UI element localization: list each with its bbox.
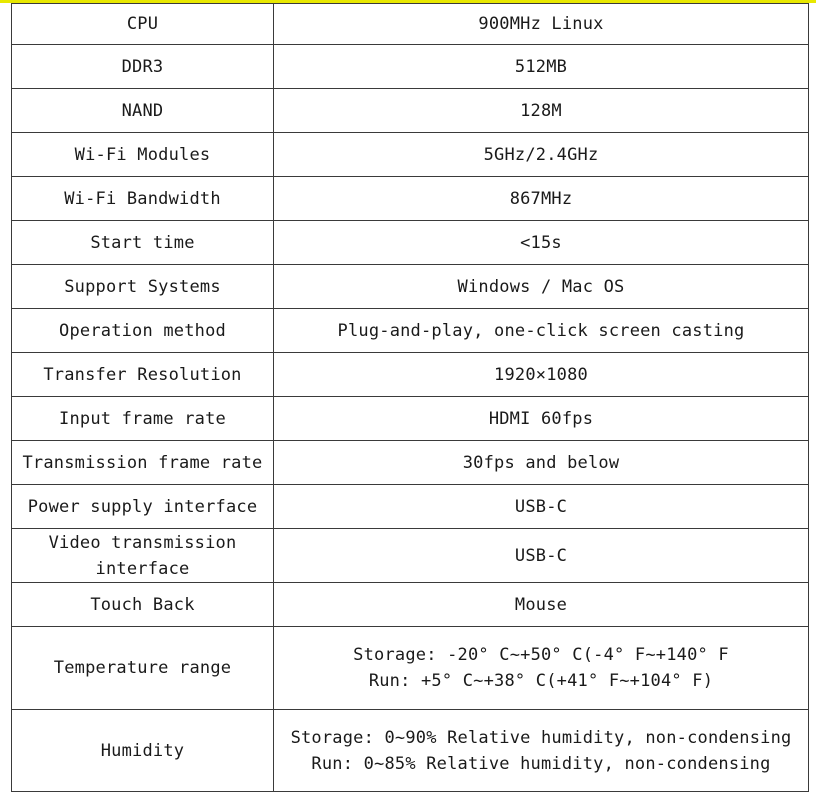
spec-label: Operation method bbox=[12, 309, 274, 353]
spec-label: DDR3 bbox=[12, 45, 274, 89]
spec-row-transfer-resolution bbox=[12, 353, 809, 397]
spec-row-support-systems bbox=[12, 265, 809, 309]
spec-label: NAND bbox=[12, 89, 274, 133]
specifications-table bbox=[11, 3, 809, 792]
spec-row-cpu bbox=[12, 4, 809, 45]
spec-value: 30fps and below bbox=[274, 441, 809, 485]
spec-row-temperature-range bbox=[12, 627, 809, 710]
spec-value: 128M bbox=[274, 89, 809, 133]
spec-row-touch-back bbox=[12, 583, 809, 627]
spec-value-cell bbox=[274, 627, 809, 710]
spec-label: Humidity bbox=[12, 710, 274, 792]
spec-label: Start time bbox=[12, 221, 274, 265]
spec-value-line-storage: Storage: -20° C~+50° C(-4° F~+140° F bbox=[353, 645, 729, 665]
spec-row-transmission-frame-rate bbox=[12, 441, 809, 485]
spec-label: Transmission frame rate bbox=[12, 441, 274, 485]
spec-row-input-frame-rate bbox=[12, 397, 809, 441]
spec-value: 1920×1080 bbox=[274, 353, 809, 397]
spec-label: Input frame rate bbox=[12, 397, 274, 441]
spec-label: Touch Back bbox=[12, 583, 274, 627]
spec-label: Wi-Fi Bandwidth bbox=[12, 177, 274, 221]
spec-value: Plug-and-play, one-click screen casting bbox=[274, 309, 809, 353]
spec-row-wifi-bandwidth bbox=[12, 177, 809, 221]
spec-value: USB-C bbox=[274, 485, 809, 529]
spec-row-video-transmission-interface bbox=[12, 529, 809, 583]
spec-label-cell bbox=[12, 529, 274, 583]
spec-value: HDMI 60fps bbox=[274, 397, 809, 441]
spec-value: 5GHz/2.4GHz bbox=[274, 133, 809, 177]
spec-label: Wi-Fi Modules bbox=[12, 133, 274, 177]
spec-value-line-run: Run: 0~85% Relative humidity, non-condensing bbox=[311, 753, 771, 774]
spec-value-line-storage: Storage: 0~90% Relative humidity, non-condensing bbox=[290, 727, 792, 748]
spec-row-operation-method bbox=[12, 309, 809, 353]
spec-label: Transfer Resolution bbox=[12, 353, 274, 397]
spec-row-start-time bbox=[12, 221, 809, 265]
spec-value-cell bbox=[274, 710, 809, 792]
spec-label: Power supply interface bbox=[12, 485, 274, 529]
spec-value: USB-C bbox=[274, 529, 809, 583]
spec-value: <15s bbox=[274, 221, 809, 265]
spec-row-humidity bbox=[12, 710, 809, 792]
spec-label: Temperature range bbox=[12, 627, 274, 710]
spec-value: Mouse bbox=[274, 583, 809, 627]
spec-label: Video transmission interface bbox=[48, 532, 237, 579]
specifications-table-body bbox=[12, 4, 809, 792]
spec-value: Windows / Mac OS bbox=[274, 265, 809, 309]
spec-value: 867MHz bbox=[274, 177, 809, 221]
spec-value: 900MHz Linux bbox=[274, 4, 809, 45]
spec-row-wifi-modules bbox=[12, 133, 809, 177]
spec-label: Support Systems bbox=[12, 265, 274, 309]
spec-row-ddr3 bbox=[12, 45, 809, 89]
spec-value-line-run: Run: +5° C~+38° C(+41° F~+104° F) bbox=[368, 671, 714, 691]
spec-value: 512MB bbox=[274, 45, 809, 89]
spec-label: CPU bbox=[12, 4, 274, 45]
spec-row-nand bbox=[12, 89, 809, 133]
spec-row-power-supply-interface bbox=[12, 485, 809, 529]
